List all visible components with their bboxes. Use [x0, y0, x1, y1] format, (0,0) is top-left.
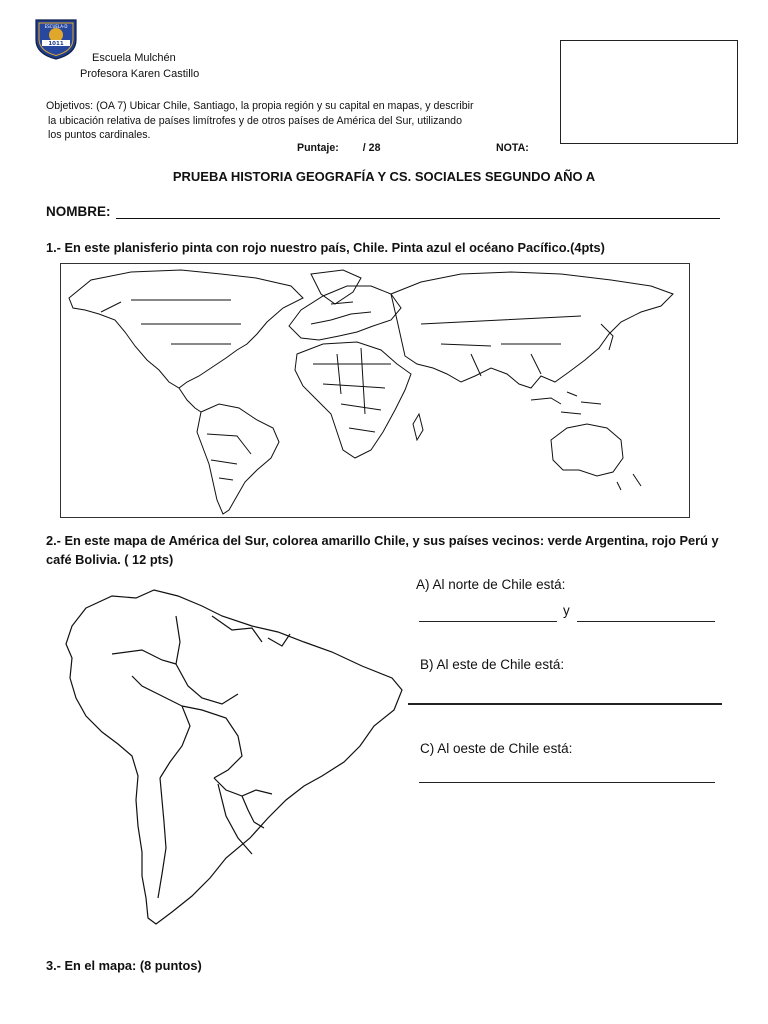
objectives-label: Objetivos: — [46, 100, 94, 112]
name-label: NOMBRE: — [46, 204, 111, 219]
south-america-map[interactable] — [42, 586, 408, 930]
objectives-line-3: los puntos cardinales. — [48, 129, 151, 141]
name-field[interactable] — [116, 218, 720, 219]
south-america-outline — [197, 404, 279, 514]
africa-outline — [295, 342, 411, 458]
puntaje-total: / 28 — [362, 142, 381, 154]
answer-a-connector: y — [563, 603, 570, 618]
teacher-name: Profesora Karen Castillo — [80, 68, 200, 80]
score-line — [297, 142, 380, 154]
nota-label: NOTA: — [496, 142, 529, 154]
question-2: 2.- En este mapa de América del Sur, colorea amarillo Chile, y sus países vecinos: verde Argentina, rojo Perú y café Bolivia. ( 12 pts) — [46, 533, 719, 567]
answer-a-blank-2[interactable] — [577, 621, 715, 622]
world-map[interactable] — [60, 263, 690, 518]
objectives-line-1: (OA 7) Ubicar Chile, Santiago, la propia región y su capital en mapas, y describir — [96, 100, 474, 112]
answer-b-blank[interactable] — [408, 703, 722, 705]
school-header — [80, 50, 199, 82]
objectives — [46, 99, 556, 143]
question-3: 3.- En el mapa: (8 puntos) — [46, 958, 202, 973]
page-title: PRUEBA HISTORIA GEOGRAFÍA Y CS. SOCIALES SEGUNDO AÑO A — [172, 169, 596, 184]
logo-number: 1011 — [48, 41, 64, 47]
objectives-line-2: la ubicación relativa de países limítrofes y de otros países de América del Sur, utilizando — [48, 114, 462, 127]
europe-outline — [289, 286, 401, 340]
question-1: 1.- En este planisferio pinta con rojo nuestro país, Chile. Pinta azul el océano Pacífico.(4pts) — [46, 240, 605, 255]
school-name: Escuela Mulchén — [92, 52, 176, 64]
asia-outline — [391, 272, 673, 388]
logo-top-text: ESCUELA-D — [44, 24, 68, 29]
answer-a-blank-1[interactable] — [419, 621, 557, 622]
puntaje-label: Puntaje: — [297, 142, 339, 154]
answer-a-prompt: A) Al norte de Chile está: — [416, 577, 566, 592]
answer-b-prompt: B) Al este de Chile está: — [420, 657, 565, 672]
school-logo — [32, 18, 80, 60]
australia-outline — [551, 424, 623, 476]
answer-c-blank[interactable] — [419, 782, 715, 783]
grade-box — [560, 40, 738, 144]
north-america-outline — [69, 270, 303, 388]
answer-c-prompt: C) Al oeste de Chile está: — [420, 741, 573, 756]
south-america-continent — [66, 590, 402, 924]
